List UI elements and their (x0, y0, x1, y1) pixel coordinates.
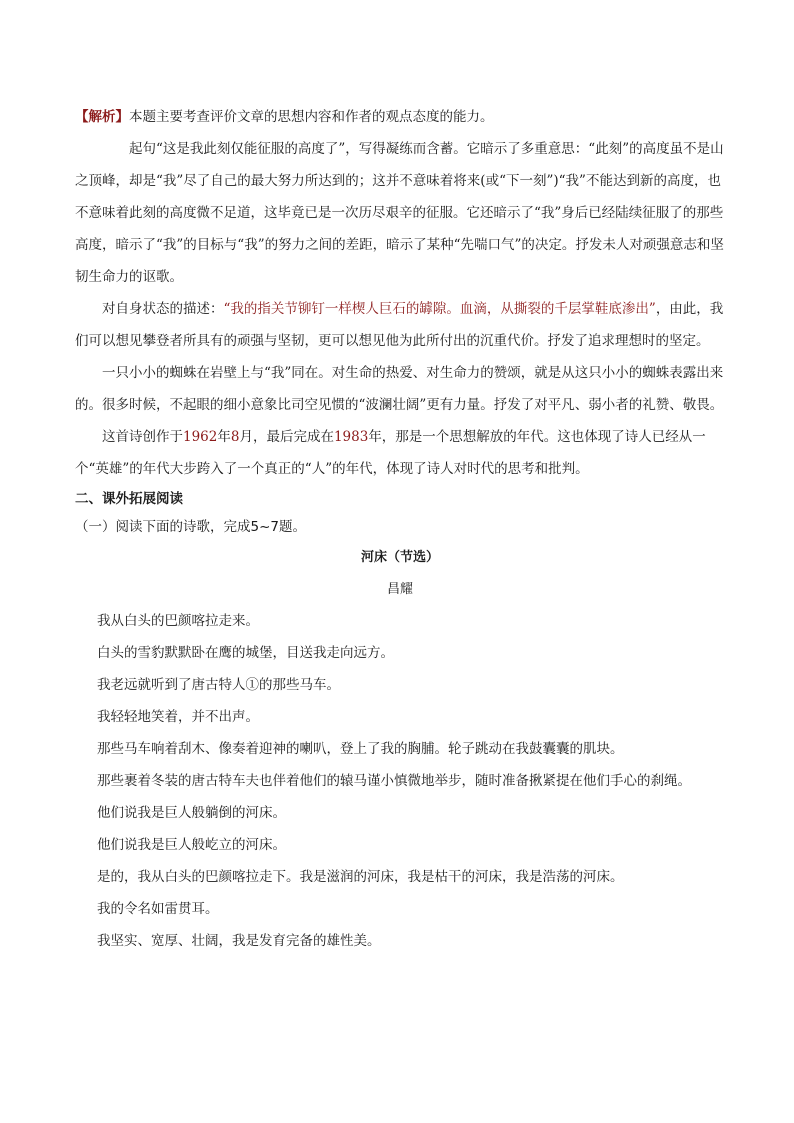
analysis-p2-intro: 对自身状态的描述： (102, 301, 224, 317)
analysis-p4-month: 8 (230, 429, 240, 445)
poem-line: 那些马车响着刮木、像奏着迎神的喇叭，登上了我的胸脯。轮子跳动在我鼓囊囊的肌块。 (97, 741, 624, 757)
poem-line: 那些裹着冬装的唐古特车夫也伴着他们的辕马谨小慎微地举步，随时准备揪紧提在他们手心的刹绳。 (97, 773, 691, 789)
analysis-paragraph-1: 起句“这是我此刻仅能征服的高度了”，写得凝练而含蓄。它暗示了多重意思：“此刻”的高度虽不是山之顶峰，却是“我”尽了自己的最大努力所达到的；这并不意味着将来(或“下一刻”)“我”不能达到新的高度，也不意味着此刻的高度微不足道，这毕竟已是一次历尽艰辛的征服。它还暗示了“我”身后已经陆续征服了的那些高度，暗示了“我”的目标与“我”的努力之间的差距，暗示了某种“先喘口气”的决定。抒发未人对顽强意志和坚韧生命力的讴歌。 (75, 141, 724, 285)
poem-line: 我轻轻地笑着，并不出声。 (97, 709, 259, 725)
analysis-lead-paragraph (75, 101, 725, 133)
analysis-p4-d: 年，那是一个思想解放的年代。这也体现了诗人已经从一个“英雄”的年代大步跨入了一个真正的“人”的年代，体现了诗人对时代的思考和批判。 (75, 429, 706, 477)
analysis-p4-year-1: 1962 (183, 429, 218, 445)
analysis-p4-b: 年 (217, 429, 231, 445)
poem-line: 他们说我是巨人般躺倒的河床。 (97, 805, 286, 821)
section-subheading: （一）阅读下面的诗歌，完成5~7题。 (75, 519, 306, 535)
analysis-p4-a: 这首诗创作于 (102, 429, 183, 445)
poem-line: 我从白头的巴颜喀拉走来。 (97, 613, 259, 629)
poem-line: 我坚实、宽厚、壮阔，我是发育完备的雄性美。 (97, 933, 381, 949)
document-content (75, 101, 725, 957)
poem-body (97, 605, 725, 957)
analysis-p2-rest: ，由此，我们可以想见攀登者所具有的顽强与坚韧，更可以想见他为此所付出的沉重代价。抒发了追求理想时的坚定。 (75, 301, 724, 349)
analysis-paragraph-2 (75, 293, 725, 357)
analysis-p4-year-2: 1983 (333, 429, 369, 445)
poem-line: 我的令名如雷贯耳。 (97, 901, 219, 917)
poem-line: 他们说我是巨人般屹立的河床。 (97, 837, 286, 853)
poem-author: 昌耀 (386, 582, 413, 597)
poem-title: 河床（节选） (360, 550, 439, 565)
analysis-tag: 【解析】 (75, 109, 129, 125)
analysis-lead: 本题主要考查评价文章的思想内容和作者的观点态度的能力。 (129, 109, 494, 125)
analysis-paragraph-3: 一只小小的蜘蛛在岩壁上与“我”同在。对生命的热爱、对生命力的赞颂，就是从这只小小的蜘蛛表露出来的。很多时候，不起眼的细小意象比司空见惯的“波澜壮阔”更有力量。抒发了对平凡、弱小者的礼赞、敬畏。 (75, 365, 724, 413)
poem-line: 白头的雪豹默默卧在鹰的城堡，目送我走向远方。 (97, 645, 394, 661)
analysis-p4-c: 月，最后完成在 (239, 429, 334, 445)
poem-line: 我老远就听到了唐古特人①的那些马车。 (97, 677, 340, 693)
poem-line: 是的，我从白头的巴颜喀拉走下。我是滋润的河床，我是枯干的河床，我是浩荡的河床。 (97, 869, 624, 885)
analysis-paragraph-4 (75, 421, 725, 485)
section-heading: 二、课外拓展阅读 (75, 491, 183, 507)
analysis-p2-quote: “我的指关节铆钉一样楔人巨石的罅隙。血滴，从撕裂的千层掌鞋底渗出” (223, 301, 656, 317)
